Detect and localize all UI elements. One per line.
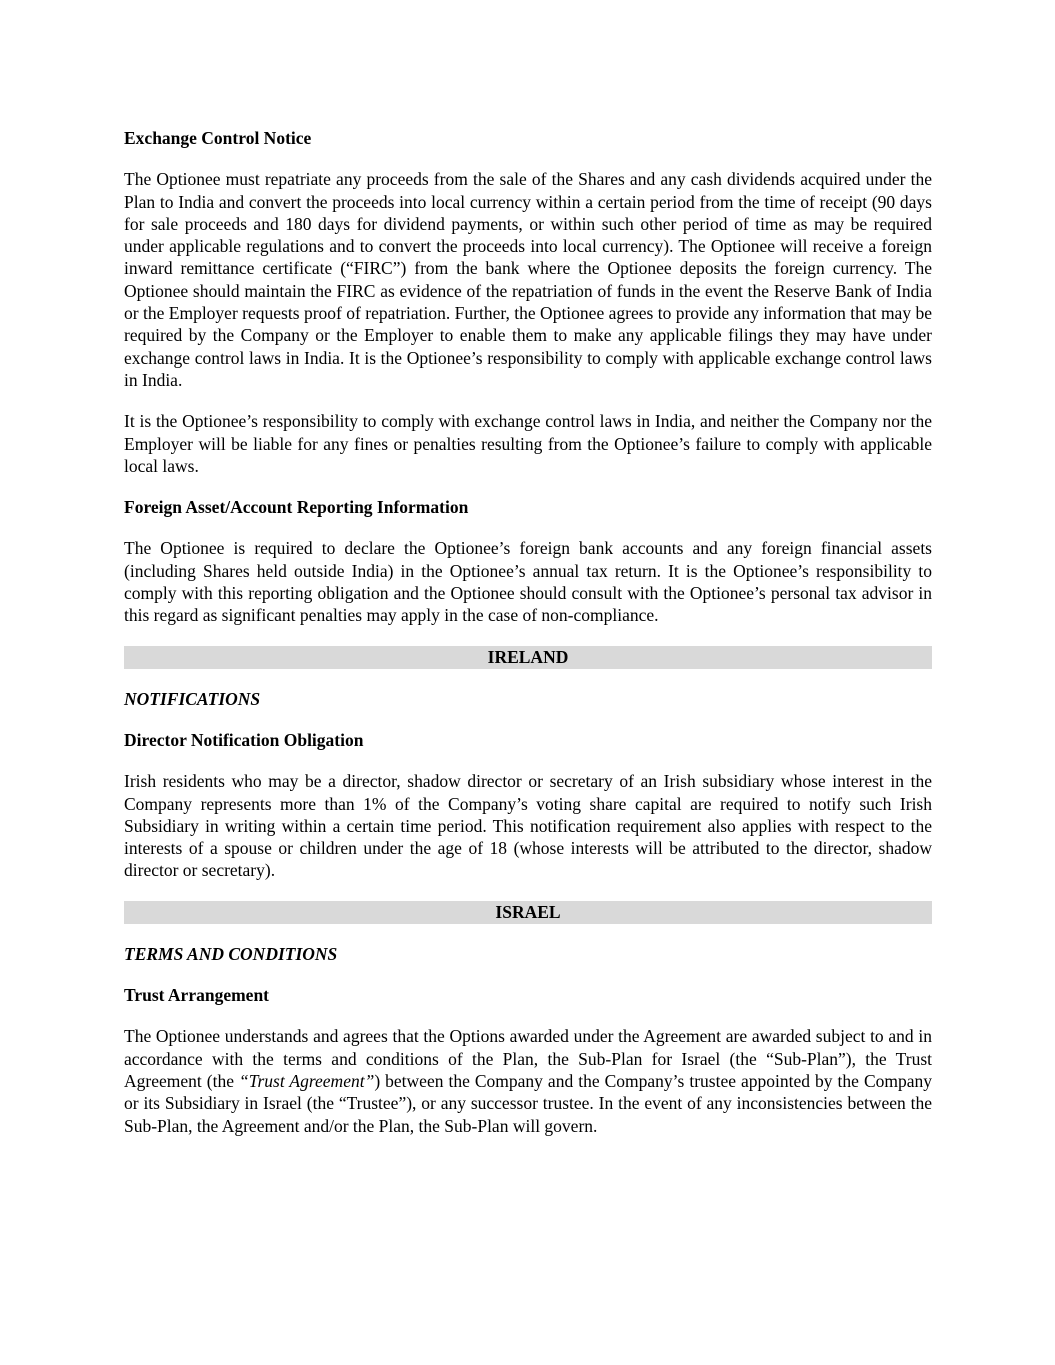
notifications-heading: NOTIFICATIONS xyxy=(124,688,261,709)
trust-arrangement-heading: Trust Arrangement xyxy=(124,985,269,1006)
document-body xyxy=(124,127,932,1137)
exchange-control-paragraph-1: The Optionee must repatriate any proceeds from the sale of the Shares and any cash dividends acquired under the Plan to India and convert the proceeds into local currency within a certain period from the time of receipt (90 days for sale proceeds and 180 days for dividend payments, or within such other period of time as may be required under applicable regulations and to convert the proceeds into local currency). The Optionee will receive a foreign inward remittance certificate (“FIRC”) from the bank where the Optionee deposits the foreign currency. The Optionee should maintain the FIRC as evidence of the repatriation of funds in the event the Reserve Bank of India or the Employer requests proof of repatriation. Further, the Optionee agrees to provide any information that may be required by the Company or the Employer to enable them to make any applicable filings they may have under exchange control laws in India. It is the Optionee’s responsibility to comply with applicable exchange control laws in India. xyxy=(124,169,932,390)
exchange-control-paragraph-2: It is the Optionee’s responsibility to comply with exchange control laws in India, and neither the Company nor the Employer will be liable for any fines or penalties resulting from the Optionee’s failure to comply with applicable local laws. xyxy=(124,411,932,476)
foreign-asset-reporting-paragraph: The Optionee is required to declare the Optionee’s foreign bank accounts and any foreign financial assets (including Shares held outside India) in the Optionee’s annual tax return. It is the Optionee’s responsibility to comply with this reporting obligation and the Optionee should consult with the Optionee’s personal tax advisor in this regard as significant penalties may apply in the case of non-compliance. xyxy=(124,538,932,626)
director-notification-paragraph: Irish residents who may be a director, shadow director or secretary of an Irish subsidiary whose interest in the Company represents more than 1% of the Company’s voting share capital are required to notify such Irish Subsidiary in writing within a certain time period. This notification requirement also applies with respect to the interests of a spouse or children under the age of 18 (whose interests will be attributed to the director, shadow director or secretary). xyxy=(124,771,932,881)
trust-arrangement-paragraph: The Optionee understands and agrees that the Options awarded under the Agreement are awarded subject to and in accordance with the terms and conditions of the Plan, the Sub-Plan for Israel (the “Sub-Plan”), the Trust Agreement (the “Trust Agreement”) between the Company and the Company’s trustee appointed by the Company or its Subsidiary in Israel (the “Trustee”), or any successor trustee. In the event of any inconsistencies between the Sub-Plan, the Agreement and/or the Plan, the Sub-Plan will govern. xyxy=(124,1026,932,1136)
israel-section-bar: ISRAEL xyxy=(124,901,932,924)
ireland-section-bar: IRELAND xyxy=(124,646,932,669)
terms-and-conditions-heading: TERMS AND CONDITIONS xyxy=(124,943,338,964)
director-notification-heading: Director Notification Obligation xyxy=(124,729,364,750)
foreign-asset-reporting-heading: Foreign Asset/Account Reporting Information xyxy=(124,497,469,518)
exchange-control-notice-heading: Exchange Control Notice xyxy=(124,128,312,148)
